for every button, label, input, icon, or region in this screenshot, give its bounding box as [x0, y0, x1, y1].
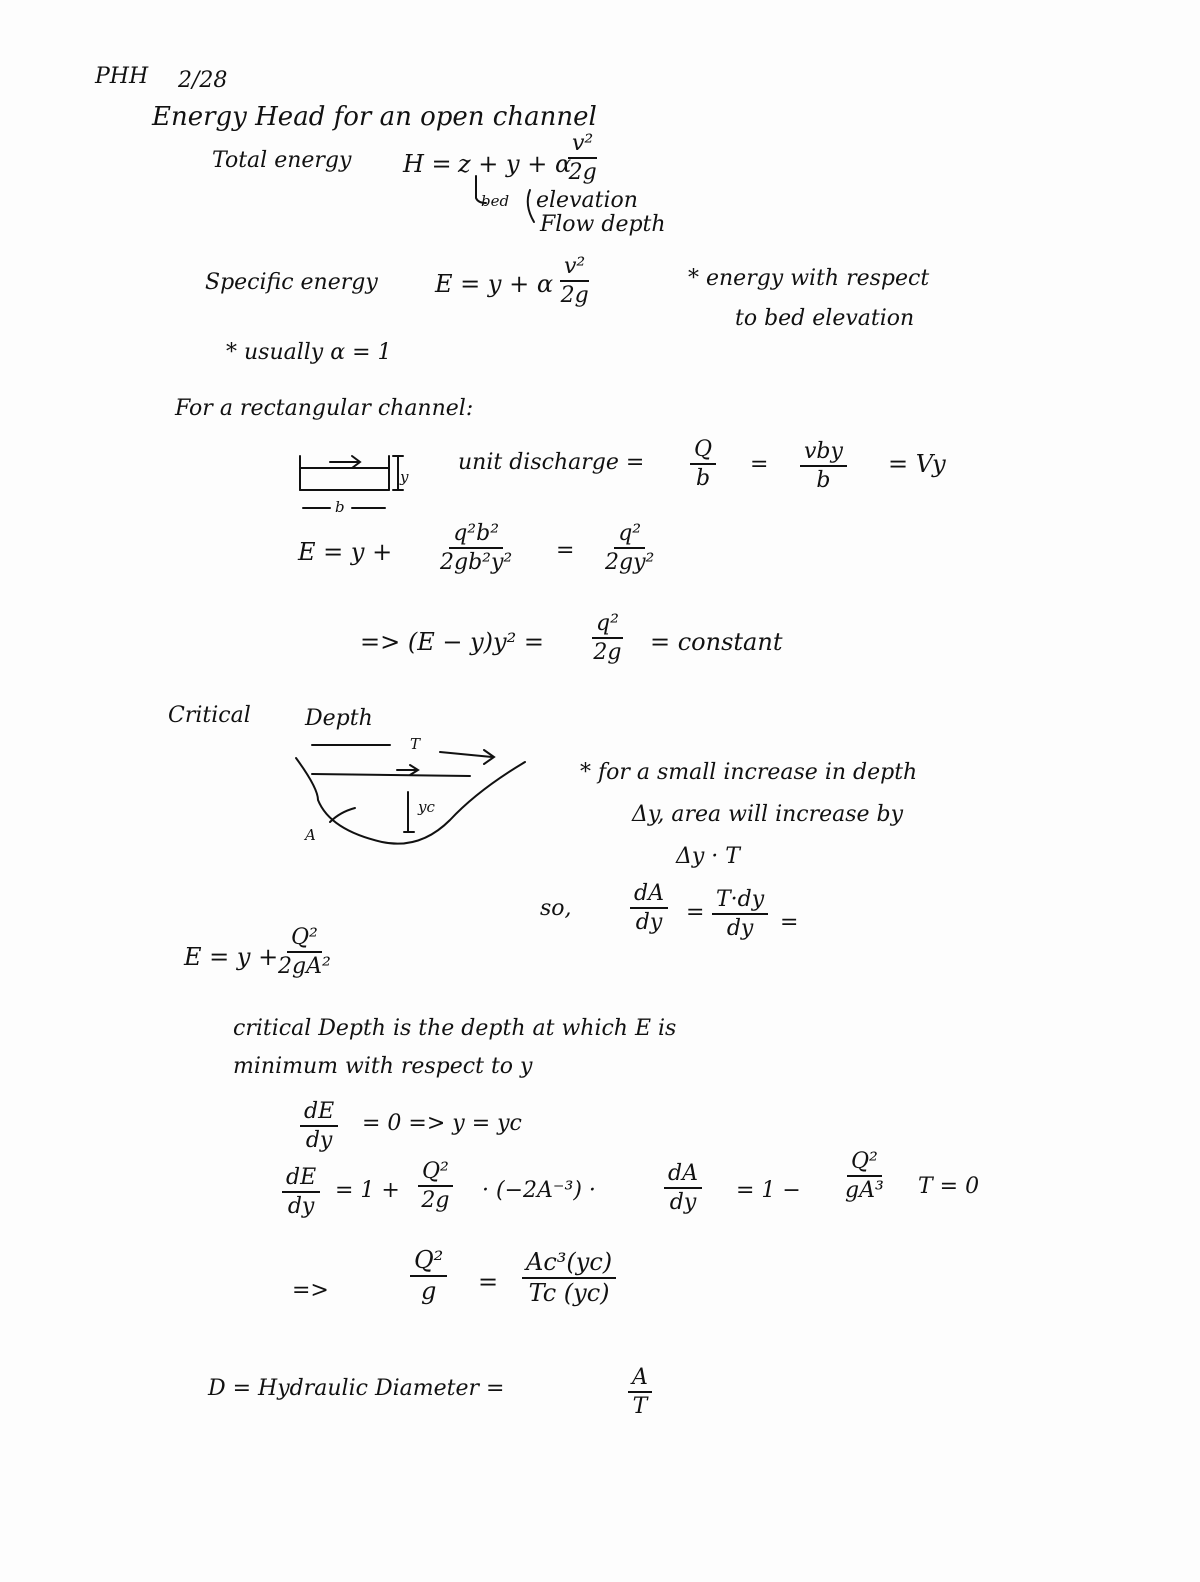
fraction-denominator: g	[420, 1277, 437, 1306]
critical-E-lhs: E = y +	[184, 943, 279, 971]
critical-note-line3: Δy · T	[676, 844, 740, 869]
implies-fraction	[592, 612, 623, 664]
derivative-fraction-2	[664, 1162, 702, 1214]
energy-note-line2: to bed elevation	[735, 306, 915, 331]
derivative-end: T = 0	[918, 1174, 980, 1199]
derivative-eq-2: = 1 −	[736, 1178, 801, 1203]
dE-over-dy	[300, 1100, 338, 1152]
fraction-numerator: A	[628, 1366, 652, 1393]
total-energy-rhs: z + y + α	[458, 150, 572, 178]
E-equation-lhs: E = y +	[298, 538, 393, 566]
hydraulic-diameter-label: D = Hydraulic Diameter =	[208, 1376, 505, 1401]
rectangular-channel-sketch	[300, 456, 403, 508]
fraction-denominator: 2gy²	[605, 550, 655, 576]
Tdy-over-dy	[712, 888, 768, 940]
hydraulic-diameter-fraction	[628, 1366, 652, 1418]
derivative-fraction-1	[418, 1160, 453, 1212]
total-energy-fraction	[568, 132, 597, 184]
definition-line2: minimum with respect to y	[233, 1054, 533, 1079]
depth-brace	[528, 190, 534, 222]
fraction-numerator: Q²	[287, 926, 322, 953]
fraction-numerator: q²b²	[449, 522, 503, 549]
water-surface-line	[312, 774, 470, 776]
vby-over-b	[800, 440, 847, 492]
fraction-numerator: v²	[568, 132, 597, 159]
fraction-numerator: Q²	[418, 1160, 453, 1187]
implies-lhs: => (E − y)y² =	[360, 628, 544, 656]
so-label: so,	[540, 896, 572, 921]
fraction-denominator: 2gA²	[278, 954, 331, 980]
equals-sign: =	[686, 900, 705, 925]
flow-arrow-icon	[330, 456, 360, 468]
fraction-numerator: T·dy	[712, 888, 768, 915]
q-over-b	[690, 438, 716, 490]
sketch-top-width-T: T	[410, 735, 421, 753]
fraction-numerator: vby	[800, 440, 847, 467]
fraction-numerator: dE	[282, 1166, 320, 1193]
top-width-arrow	[312, 745, 494, 764]
E-fraction-1	[440, 522, 512, 574]
fraction-denominator: dy	[287, 1194, 315, 1220]
channel-cross-section	[296, 758, 525, 844]
fraction-denominator: b	[695, 466, 711, 492]
fraction-denominator: gA³	[845, 1178, 884, 1204]
natural-channel-sketch	[296, 745, 525, 844]
fraction-denominator: dy	[305, 1128, 333, 1154]
derivative-fraction-3	[845, 1150, 884, 1202]
initials: PHH	[95, 64, 149, 89]
derivative-middle: · (−2A⁻³) ·	[482, 1178, 596, 1203]
fraction-numerator: q²	[614, 522, 645, 549]
fraction-denominator: 2g	[593, 640, 622, 666]
fraction-denominator: dy	[635, 910, 663, 936]
flow-depth-label: Flow depth	[540, 212, 666, 237]
critical-depth-line	[404, 792, 414, 832]
critical-condition: = 0 => y = yc	[362, 1111, 522, 1136]
energy-note-line1: * energy with respect	[688, 266, 930, 291]
elevation-label: elevation	[536, 188, 638, 213]
usually-note: * usually α = 1	[226, 340, 392, 365]
equals-sign: =	[750, 452, 769, 477]
vy-result: = Vy	[888, 450, 946, 478]
fraction-numerator: dE	[300, 1100, 338, 1127]
fraction-numerator: dA	[664, 1162, 702, 1189]
flow-arrow-icon	[397, 765, 418, 775]
equals-sign: =	[556, 538, 575, 563]
fraction-denominator: b	[816, 468, 831, 494]
fraction-numerator: v²	[560, 255, 589, 282]
sketch-width-b: b	[335, 498, 345, 516]
depth-heading: Depth	[305, 706, 373, 731]
fraction-numerator: Ac³(yc)	[522, 1250, 616, 1279]
sketch-area-A: A	[305, 826, 316, 844]
fraction-numerator: Q	[690, 438, 716, 465]
critical-note-line1: * for a small increase in depth	[580, 760, 918, 785]
result-fraction-right	[522, 1250, 616, 1306]
unit-discharge-label: unit discharge =	[458, 450, 645, 475]
fraction-denominator: dy	[726, 916, 754, 942]
critical-note-line2: Δy, area will increase by	[632, 802, 904, 827]
fraction-denominator: 2g	[568, 160, 597, 186]
fraction-denominator: Tc (yc)	[528, 1279, 610, 1308]
rectangular-heading: For a rectangular channel:	[175, 396, 474, 421]
dA-over-dy	[630, 882, 668, 934]
bed-label: bed	[481, 192, 510, 210]
fraction-denominator: 2g	[560, 283, 589, 309]
critical-heading: Critical	[168, 703, 251, 728]
fraction-denominator: dy	[669, 1190, 697, 1216]
result-implies: =>	[292, 1278, 329, 1303]
fraction-numerator: dA	[630, 882, 668, 909]
total-energy-lhs: H =	[403, 150, 452, 178]
sketch-depth-y: y	[400, 468, 409, 486]
page-title: Energy Head for an open channel	[152, 102, 597, 132]
total-energy-label: Total energy	[212, 148, 352, 173]
derivative-lhs	[282, 1166, 320, 1218]
specific-energy-label: Specific energy	[205, 270, 378, 295]
fraction-denominator: 2g	[421, 1188, 450, 1214]
area-pointer	[330, 808, 355, 822]
E-fraction-2	[605, 522, 654, 574]
equals-sign: =	[478, 1268, 499, 1296]
specific-energy-lhs: E = y + α	[435, 270, 554, 298]
specific-energy-fraction	[560, 255, 589, 307]
fraction-denominator: 2gb²y²	[440, 550, 513, 576]
sketch-critical-depth-yc: yc	[418, 798, 435, 816]
implies-rhs: = constant	[650, 628, 783, 656]
definition-line1: critical Depth is the depth at which E is	[233, 1016, 677, 1041]
result-fraction-left	[410, 1248, 447, 1304]
fraction-numerator: Q²	[410, 1248, 447, 1277]
equals-sign: =	[780, 910, 799, 935]
derivative-eq: = 1 +	[335, 1178, 400, 1203]
date: 2/28	[178, 68, 228, 93]
fraction-numerator: Q²	[847, 1150, 882, 1177]
fraction-denominator: T	[632, 1394, 648, 1420]
critical-E-fraction	[278, 926, 331, 978]
fraction-numerator: q²	[592, 612, 623, 639]
